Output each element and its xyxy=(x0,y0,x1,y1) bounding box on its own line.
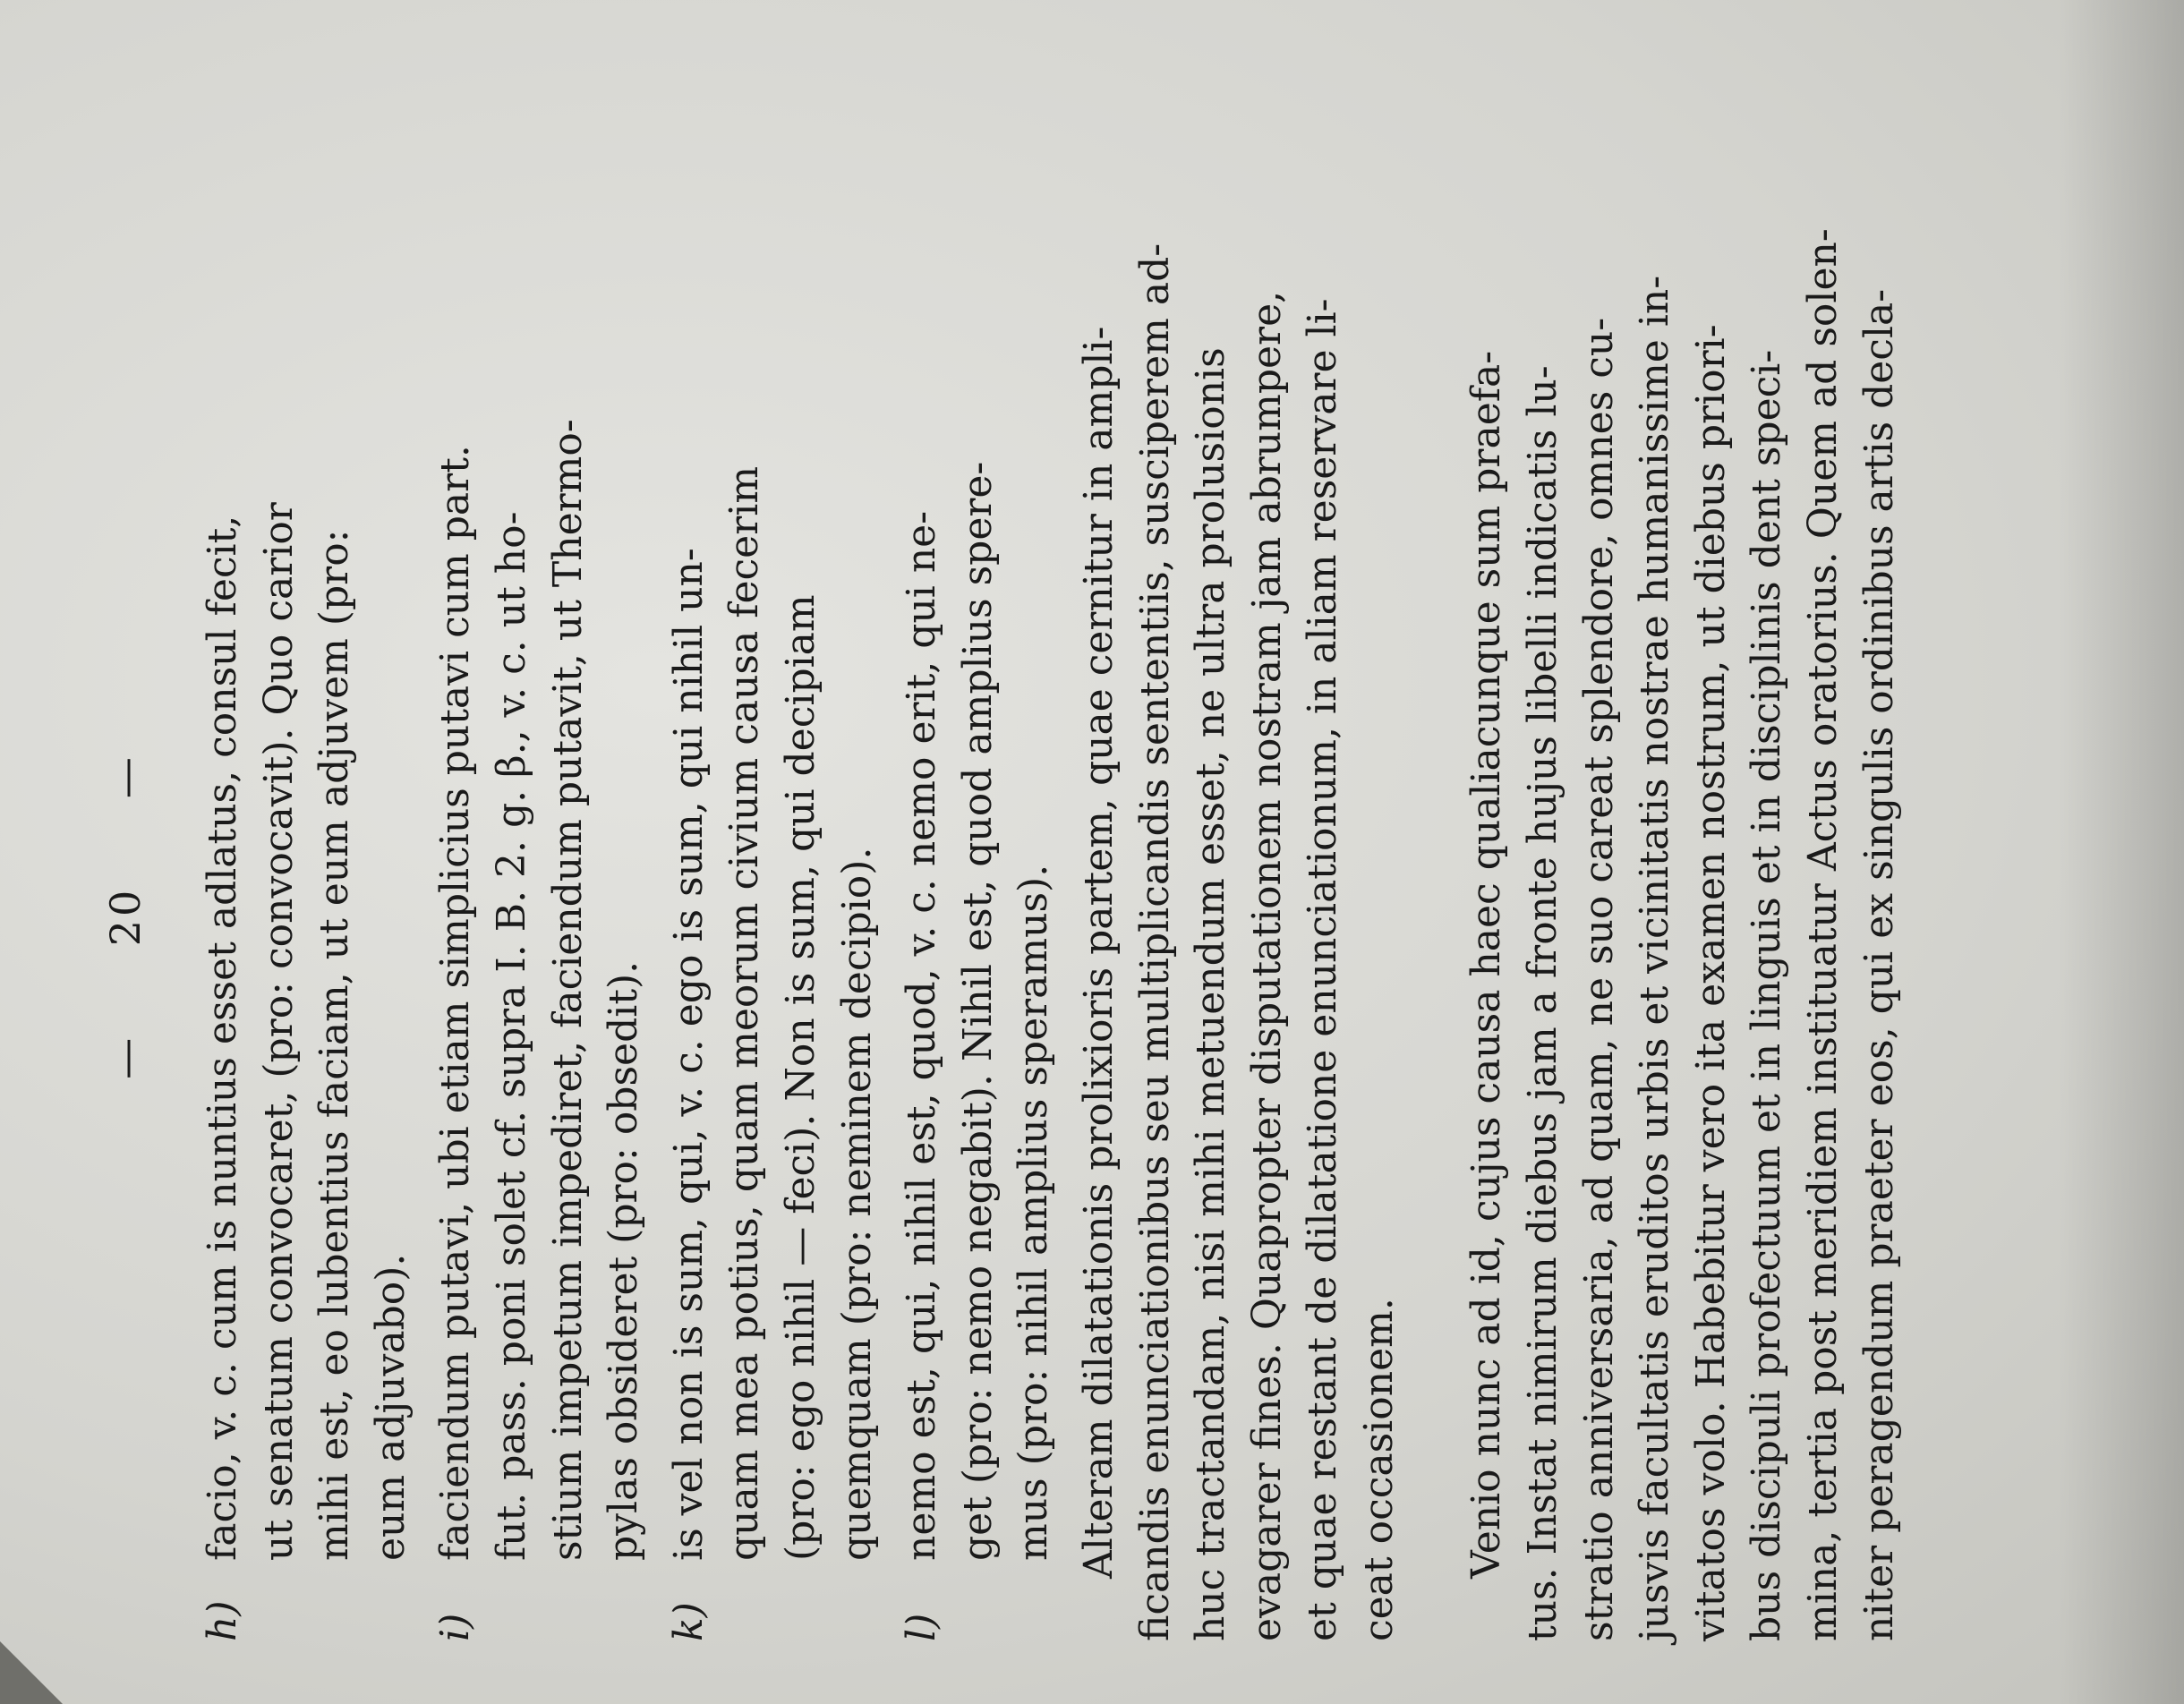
rotated-book-page xyxy=(98,129,1902,1704)
item-line: pylas obsideret (pro: obsedit). xyxy=(601,960,647,1561)
paragraph-line: evagarer fines. Quapropter disputationem nostram jam abrumpere, xyxy=(1243,290,1290,1641)
paragraph-line: huc tractandam, nisi mihi metuendum esset, ne ultra prolusionis xyxy=(1188,347,1234,1641)
paragraph-line: Alteram dilatationis prolixioris partem, quae cernitur in ampli- xyxy=(1075,326,1122,1579)
paragraph-examen xyxy=(1459,156,1907,1641)
page-header xyxy=(98,129,170,1704)
item-line: stium impetum impediret, faciendum putavit, ut Thermo- xyxy=(544,419,591,1561)
paragraph-line: ficandis enunciationibus seu multiplicandis sententiis, susciperem ad- xyxy=(1131,243,1178,1641)
item-line: faciendum putavi, ubi etiam simplicius putavi cum part. xyxy=(432,445,479,1561)
item-line: nemo est, qui, nihil est, quod, v. c. nemo erit, qui ne- xyxy=(899,510,945,1561)
paragraph-line: ceat occasionem. xyxy=(1355,1298,1402,1641)
paragraph-line: mina, tertia post meridiem instituatur Actus oratorius. Quem ad solen- xyxy=(1800,228,1847,1641)
item-label: h) xyxy=(200,1600,245,1641)
item-line: quam mea potius, quam meorum civium causa fecerim xyxy=(721,465,768,1561)
page-number: 20 xyxy=(101,886,149,947)
item-label: k) xyxy=(665,1602,712,1641)
paragraph-line: Venio nunc ad id, cujus causa haec qualiacunque sum praefa- xyxy=(1463,350,1510,1579)
paragraph-dilatation xyxy=(1071,156,1408,1641)
page-edge-shadow xyxy=(2059,0,2184,1704)
header-dash-right: — xyxy=(101,754,149,799)
item-line: ut senatum convocaret, (pro: convocavit). Quo carior xyxy=(255,502,302,1561)
item-line: eum adjuvabo). xyxy=(367,1253,414,1561)
list-item-i xyxy=(428,156,652,1641)
folded-corner xyxy=(0,1641,63,1704)
paragraph-line: niter peragendum praeter eos, qui ex singulis ordinibus artis decla- xyxy=(1856,288,1902,1641)
paragraph-line: bus discipuli profectuum et in linguis et in disciplinis dent speci- xyxy=(1744,349,1790,1641)
list-item-l xyxy=(894,156,1062,1641)
item-label: l) xyxy=(899,1613,945,1641)
header-dash-left: — xyxy=(101,1034,149,1079)
paragraph-line: stratio anniversaria, ad quam, ne suo careat splendore, omnes cu- xyxy=(1575,317,1622,1641)
item-line: get (pro: nemo negabit). Nihil est, quod amplius spere- xyxy=(954,461,1001,1561)
item-line: facio, v. c. cum is nuntius esset adlatus, consul fecit, xyxy=(200,515,245,1561)
paragraph-line: vitatos volo. Habebitur vero ita examen nostrum, ut diebus priori- xyxy=(1687,324,1734,1641)
list-item-k xyxy=(661,156,885,1641)
item-line: mus (pro: nihil amplius speramus). xyxy=(1011,864,1057,1561)
item-line: mihi est, eo lubentius faciam, ut eum adjuvem (pro: xyxy=(311,529,358,1561)
paragraph-line: jusvis facultatis eruditos urbis et vicinitatis nostrae humanissime in- xyxy=(1632,275,1678,1641)
item-line: fut. pass. poni solet cf. supra I. B. 2. g. β., v. c. ut ho- xyxy=(488,511,534,1561)
item-line: quemquam (pro: neminem decipio). xyxy=(833,847,880,1561)
item-line: (pro: ego nihil — feci). Non is sum, qui decipiam xyxy=(777,594,823,1561)
item-line: is vel non is sum, qui, v. c. ego is sum, qui nihil un- xyxy=(665,548,712,1561)
paragraph-gap xyxy=(1418,156,1454,1641)
page-body xyxy=(170,129,1907,1704)
paragraph-line: et quae restant de dilatatione enunciationum, in aliam reservare li- xyxy=(1300,298,1346,1641)
item-label: i) xyxy=(432,1613,479,1641)
list-item-h xyxy=(195,156,419,1641)
paragraph-line: tus. Instat nimirum diebus jam a fronte hujus libelli indicatis lu- xyxy=(1520,365,1566,1641)
